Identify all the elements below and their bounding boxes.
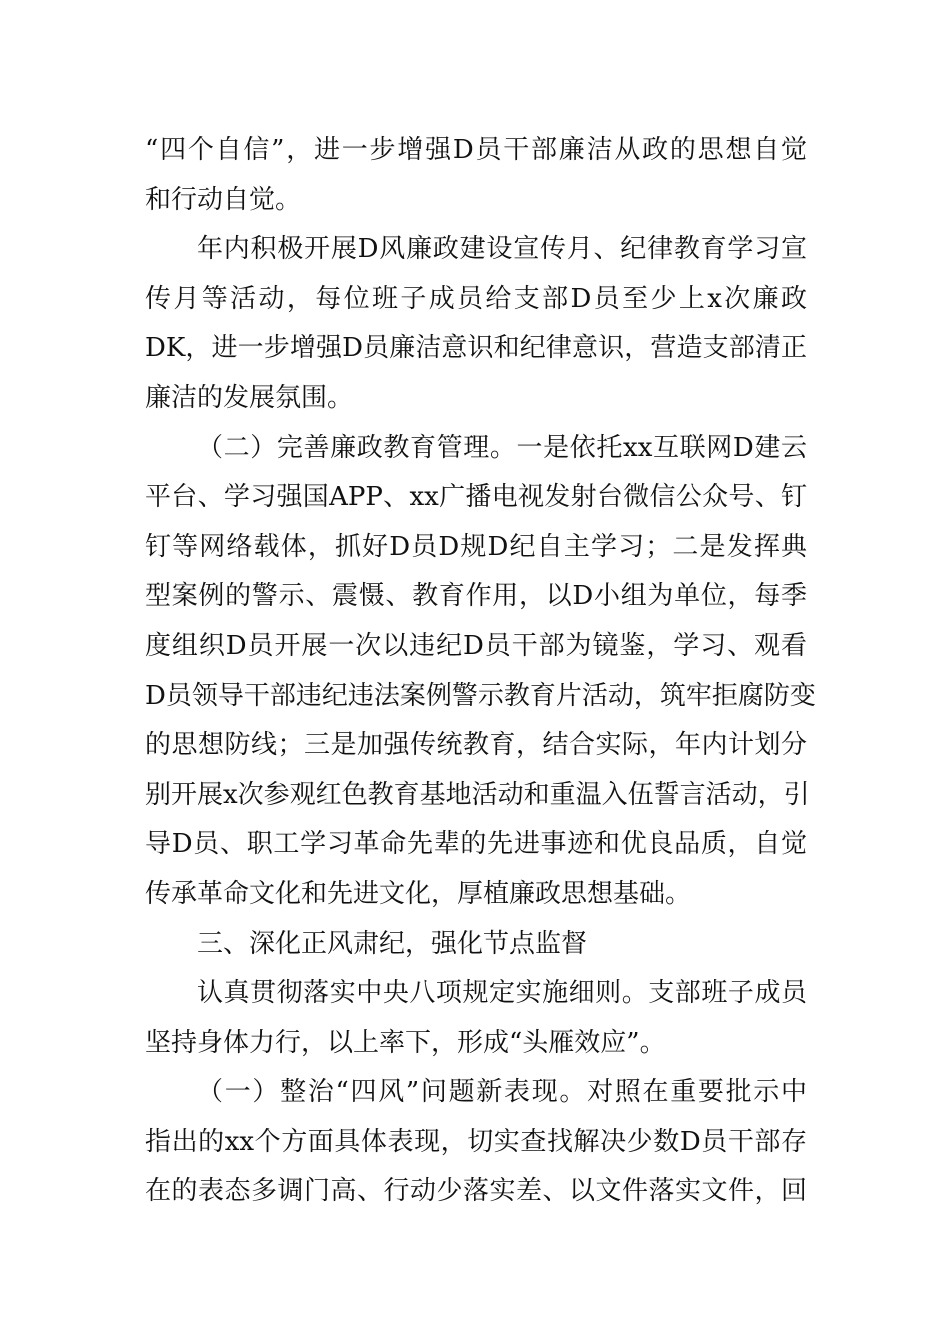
text-line: D员领导干部违纪违法案例警示教育片活动，筑牢拒腐防变 bbox=[145, 680, 816, 711]
text-line: 和行动自觉。 bbox=[145, 184, 302, 215]
text-line: 坚持身体力行，以上率下，形成“头雁效应”。 bbox=[145, 1027, 666, 1058]
text-line: 在的表态多调门高、行动少落实差、以文件落实文件，回 bbox=[145, 1176, 807, 1207]
text-line: DK，进一步增强D员廉洁意识和纪律意识，营造支部清正 bbox=[145, 333, 807, 364]
text-line: “四个自信”，进一步增强D员干部廉洁从政的思想自觉 bbox=[145, 135, 807, 165]
text-line: 导D员、职工学习革命先辈的先进事迹和优良品质，自觉 bbox=[145, 829, 807, 860]
text-line: 别开展x次参观红色教育基地活动和重温入伍誓言活动，引 bbox=[145, 779, 810, 810]
text-line: 型案例的警示、震慑、教育作用，以D小组为单位，每季 bbox=[145, 581, 807, 612]
paragraph-start-line: 认真贯彻落实中央八项规定实施细则。支部班子成员 bbox=[197, 978, 807, 1009]
text-line: 传月等活动，每位班子成员给支部D员至少上x次廉政 bbox=[145, 283, 807, 314]
document-body bbox=[145, 126, 816, 1217]
text-line: 传承革命文化和先进文化，厚植廉政思想基础。 bbox=[145, 878, 692, 909]
paragraph-start-line: 年内积极开展D风廉政建设宣传月、纪律教育学习宣 bbox=[197, 234, 807, 265]
text-line: 钉等网络载体，抓好D员D规D纪自主学习；二是发挥典 bbox=[145, 531, 807, 562]
text-line: 廉洁的发展氛围。 bbox=[145, 382, 354, 413]
text-line: 的思想防线；三是加强传统教育，结合实际，年内计划分 bbox=[145, 730, 807, 761]
subsection-heading-line: （一）整治“四风”问题新表现。对照在重要批示中 bbox=[197, 1077, 807, 1108]
text-line: 平台、学习强国APP、xx广播电视发射台微信公众号、钉 bbox=[145, 482, 807, 513]
text-line: 指出的xx个方面具体表现，切实查找解决少数D员干部存 bbox=[145, 1126, 807, 1157]
subsection-heading-line: （二）完善廉政教育管理。一是依托xx互联网D建云 bbox=[197, 432, 807, 463]
text-line: 度组织D员开展一次以违纪D员干部为镜鉴，学习、观看 bbox=[145, 630, 807, 661]
section-heading-line: 三、深化正风肃纪，强化节点监督 bbox=[197, 928, 588, 959]
